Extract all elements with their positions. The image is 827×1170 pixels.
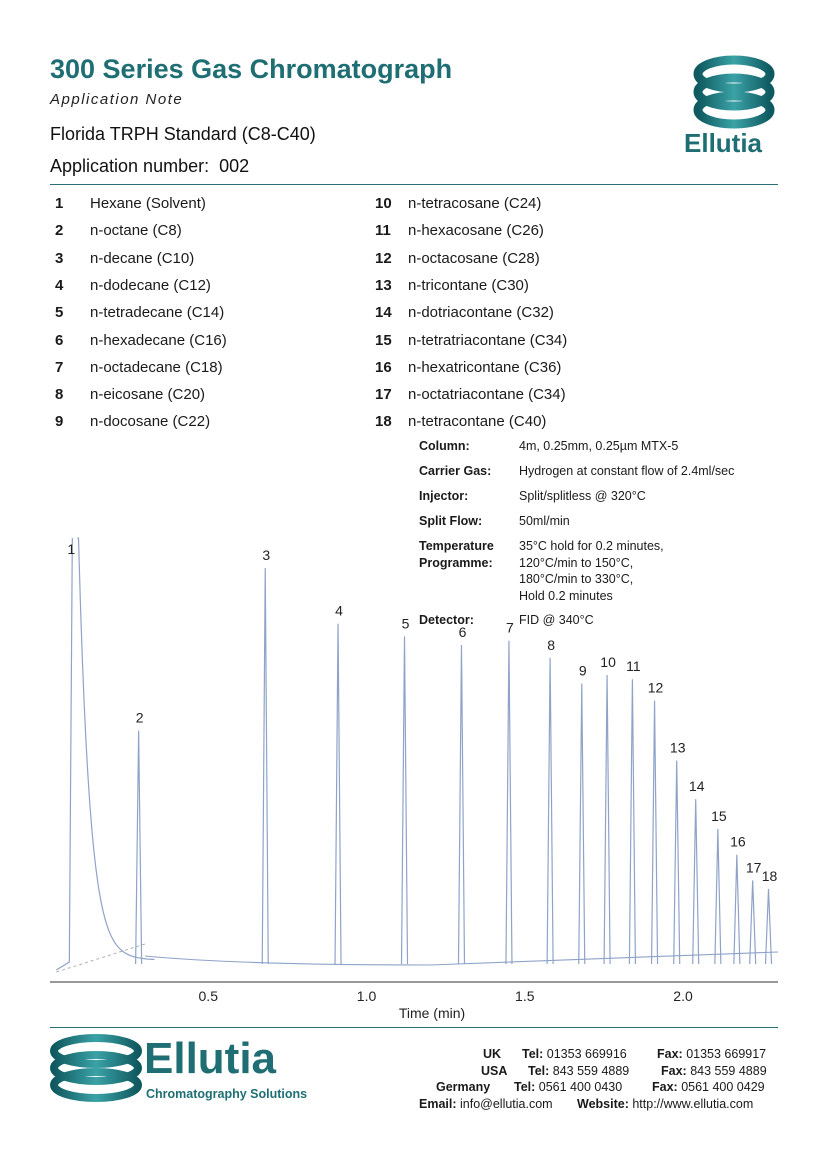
contact-usa-fax	[661, 1064, 767, 1078]
compound-name: Hexane (Solvent)	[90, 195, 206, 212]
peak-14	[693, 799, 699, 964]
contact-usa-tel	[528, 1064, 629, 1078]
peak-label-18: 18	[761, 867, 778, 884]
ring-logo-footer-icon	[48, 1033, 144, 1103]
uk-tel: 01353 669916	[546, 1047, 627, 1061]
compound-number: 5	[55, 304, 64, 322]
germany-fax-label: Fax:	[652, 1080, 678, 1094]
germany-fax: 0561 400 0429	[681, 1080, 765, 1094]
peak-10	[604, 675, 610, 964]
compound-name: n-octacosane (C28)	[408, 249, 540, 267]
compound-number: 11	[375, 222, 391, 240]
compound-number: 18	[375, 413, 392, 431]
application-number-label: Application number:	[50, 156, 210, 176]
usa-fax-label: Fax:	[661, 1064, 687, 1078]
brand-name-top: Ellutia	[684, 128, 763, 158]
peak-11	[629, 679, 635, 964]
peak-label-10: 10	[600, 653, 616, 670]
compound-name: n-tetracosane (C24)	[408, 195, 542, 212]
carrier-label: Carrier Gas:	[419, 464, 492, 478]
compound-number: 10	[375, 195, 392, 212]
contact-uk	[483, 1047, 501, 1061]
peak-7	[506, 641, 512, 964]
peak-label-1: 1	[67, 541, 76, 557]
compound-number: 7	[55, 358, 64, 376]
compound-number: 9	[55, 413, 64, 431]
email-label: Email:	[419, 1097, 457, 1111]
compound-number: 4	[55, 276, 64, 294]
contact-germany-tel	[514, 1080, 622, 1094]
temperature-label-1: Temperature	[419, 539, 494, 553]
split-value: 50ml/min	[519, 514, 570, 528]
injector-value: Split/splitless @ 320°C	[519, 489, 646, 503]
peak-12	[652, 701, 658, 964]
page-title: 300 Series Gas Chromatograph	[50, 54, 453, 84]
compound-number: 3	[55, 249, 64, 267]
peak-label-14: 14	[688, 778, 705, 795]
germany-tel-label: Tel:	[514, 1080, 536, 1094]
split-label: Split Flow:	[419, 514, 483, 528]
contact-usa	[481, 1064, 507, 1078]
peak-label-7: 7	[506, 619, 514, 636]
compound-name: n-tetradecane (C14)	[90, 304, 225, 322]
peak-2	[136, 731, 142, 964]
footer-divider	[50, 1027, 778, 1028]
peak-label-16: 16	[730, 833, 746, 850]
compound-number: 12	[375, 249, 392, 267]
x-tick-label: 0.5	[198, 988, 218, 1004]
peak-label-15: 15	[711, 808, 727, 825]
peak-5	[402, 636, 408, 964]
peak-label-11: 11	[626, 658, 641, 675]
compound-number: 13	[375, 276, 392, 294]
injector-label: Injector:	[419, 489, 469, 503]
peak-label-13: 13	[669, 739, 686, 756]
compound-name: n-decane (C10)	[90, 249, 195, 267]
column-value: 4m, 0.25mm, 0.25µm MTX-5	[519, 439, 679, 453]
peak-label-3: 3	[262, 546, 271, 563]
compound-name: n-eicosane (C20)	[90, 386, 206, 404]
peak-6	[458, 645, 464, 964]
compound-name: n-dodecane (C12)	[90, 276, 211, 294]
compound-number: 15	[375, 331, 392, 349]
peak-label-4: 4	[335, 602, 343, 619]
page-subtitle: Application Note	[50, 91, 184, 108]
x-tick-label: 1.0	[356, 988, 377, 1004]
uk-fax-label: Fax:	[657, 1047, 683, 1061]
temperature-label-2: Programme:	[419, 556, 493, 570]
x-tick-label: 2.0	[673, 988, 693, 1004]
detector-label: Detector:	[419, 613, 474, 627]
compound-name: n-docosane (C22)	[90, 413, 211, 431]
compound-name: n-dotriacontane (C32)	[408, 304, 554, 322]
x-tick-label: 1.5	[515, 988, 535, 1004]
compound-name: n-tetracontane (C40)	[408, 413, 547, 431]
peak-label-2: 2	[135, 709, 144, 726]
sample-name: Florida TRPH Standard (C8-C40)	[50, 124, 316, 144]
compound-name: n-tricontane (C30)	[408, 276, 529, 294]
contact-website	[577, 1097, 753, 1111]
peak-17	[750, 880, 756, 964]
peak-label-layer	[67, 541, 777, 884]
compound-number: 1	[55, 195, 64, 212]
peak-label-12: 12	[647, 679, 664, 696]
x-tick-layer	[199, 988, 693, 1004]
peak-label-8: 8	[547, 636, 556, 653]
compound-name: n-tetratriacontane (C34)	[408, 331, 568, 349]
temperature-value-1: 35°C hold for 0.2 minutes,	[519, 539, 664, 553]
uk-label: UK	[483, 1047, 502, 1061]
compound-number: 16	[375, 358, 392, 376]
contact-uk-tel	[522, 1047, 627, 1061]
peak-label-17: 17	[745, 859, 762, 876]
compound-number: 2	[55, 222, 64, 240]
germany-tel: 0561 400 0430	[538, 1080, 623, 1094]
application-number-value: 002	[219, 156, 250, 176]
temperature-value-4: Hold 0.2 minutes	[519, 589, 613, 603]
temperature-value-2: 120°C/min to 150°C,	[519, 556, 634, 570]
peak-16	[734, 855, 740, 964]
peak-13	[674, 761, 680, 964]
compound-number: 14	[375, 304, 392, 322]
usa-tel: 843 559 4889	[552, 1064, 630, 1078]
compound-name: n-octatriacontane (C34)	[408, 386, 566, 404]
compound-number: 6	[55, 331, 64, 349]
ellutia-logo-footer	[48, 1033, 308, 1108]
temperature-value-3: 180°C/min to 330°C,	[519, 572, 634, 586]
uk-tel-label: Tel:	[522, 1047, 544, 1061]
website-label: Website:	[577, 1097, 629, 1111]
compound-name: n-octane (C8)	[90, 222, 182, 240]
brand-name-footer: Ellutia	[144, 1034, 277, 1083]
detector-value: FID @ 340°C	[519, 613, 594, 627]
peak-label-9: 9	[578, 662, 587, 679]
compound-name: n-octadecane (C18)	[90, 358, 223, 376]
baseline-trace	[145, 952, 778, 965]
peak-9	[579, 684, 585, 964]
peak-4	[335, 624, 341, 964]
peak-8	[547, 658, 553, 964]
website-link[interactable]: http://www.ellutia.com	[632, 1097, 754, 1111]
compound-number: 17	[375, 386, 392, 404]
compound-name: n-hexacosane (C26)	[408, 222, 544, 240]
usa-label: USA	[481, 1064, 508, 1078]
contact-germany	[436, 1080, 490, 1094]
solvent-peak-trace	[56, 538, 154, 970]
contact-uk-fax	[657, 1047, 766, 1061]
usa-tel-label: Tel:	[528, 1064, 550, 1078]
compound-name: n-hexadecane (C16)	[90, 331, 227, 349]
brand-tagline: Chromatography Solutions	[146, 1087, 308, 1101]
email-link[interactable]: info@ellutia.com	[460, 1097, 553, 1111]
x-axis-label: Time (min)	[398, 1005, 466, 1021]
contact-email	[419, 1097, 553, 1111]
carrier-value: Hydrogen at constant flow of 2.4ml/sec	[519, 464, 735, 478]
peak-label-5: 5	[401, 615, 410, 632]
compound-name: n-hexatricontane (C36)	[408, 358, 562, 376]
usa-fax: 843 559 4889	[690, 1064, 767, 1078]
column-label: Column:	[419, 439, 470, 453]
peak-15	[715, 829, 721, 964]
peak-label-6: 6	[458, 624, 467, 640]
peak-3	[262, 568, 268, 964]
uk-fax: 01353 669917	[686, 1047, 767, 1061]
compound-number: 8	[55, 386, 64, 404]
germany-label: Germany	[436, 1080, 491, 1094]
contact-germany-fax	[652, 1080, 765, 1094]
